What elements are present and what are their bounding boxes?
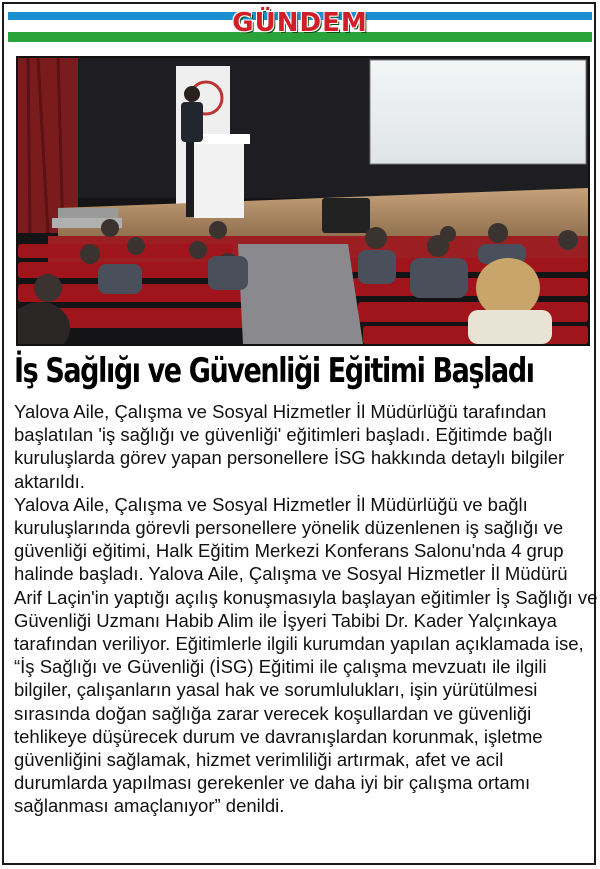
article-headline: İş Sağlığı ve Güvenliği Eğitimi Başladı [14,352,534,391]
section-banner [8,6,592,46]
page-frame [2,2,596,865]
section-title: GÜNDEM [232,8,368,38]
article-paragraph: Yalova Aile, Çalışma ve Sosyal Hizmetler İl Müdürlüğü ve bağlı kuruluşlarında görevli personellere yönelik düzenlenen iş sağlığı ve güvenliği eğitimi, Halk Eğitim Merkezi Konferans Salonu'nda 4 grup halinde başladı. Yalova Aile, Çalışma ve Sosyal Hizmetler İl Müdürü Arif Laçin'in yaptığı açılış konuşmasıyla başlayan eğitimler İş Sağlığı ve Güvenliği Uzmanı Habib Alim ile İşyeri Tabibi Dr. Kader Yalçınkaya tarafından veriliyor. Eğitimlerle ilgili kurumdan yapılan açıklamada ise, “İş Sağlığı ve Güvenliği (İSG) Eğitimi ile çalışma mevzuatı ile ilgili bilgiler, çalışanların yasal hak ve sorumlulukları, işin yürütülmesi sırasında doğan sağlığa zarar verecek koşullardan ve güvenliği tehlikeye düşürecek durum ve davranışlardan korunmak, işletme güvenliğini sağlamak, hizmet verimliliği artırmak, afet ve acil durumlarda yapılması gerekenler ve daha iyi bir çalışma ortamı sağlanması amaçlanıyor” denildi. [14,493,598,817]
article-paragraph: Yalova Aile, Çalışma ve Sosyal Hizmetler İl Müdürlüğü tarafından başlatılan 'iş sağlığı ve güvenliği' eğitimleri başladı. Eğitimde bağlı kuruluşlarda görev yapan personellere İSG hakkında detaylı bilgiler aktarıldı. [14,401,565,492]
article-photo [16,56,590,346]
conference-hall-photo-icon [18,58,588,344]
article-body [14,400,598,818]
